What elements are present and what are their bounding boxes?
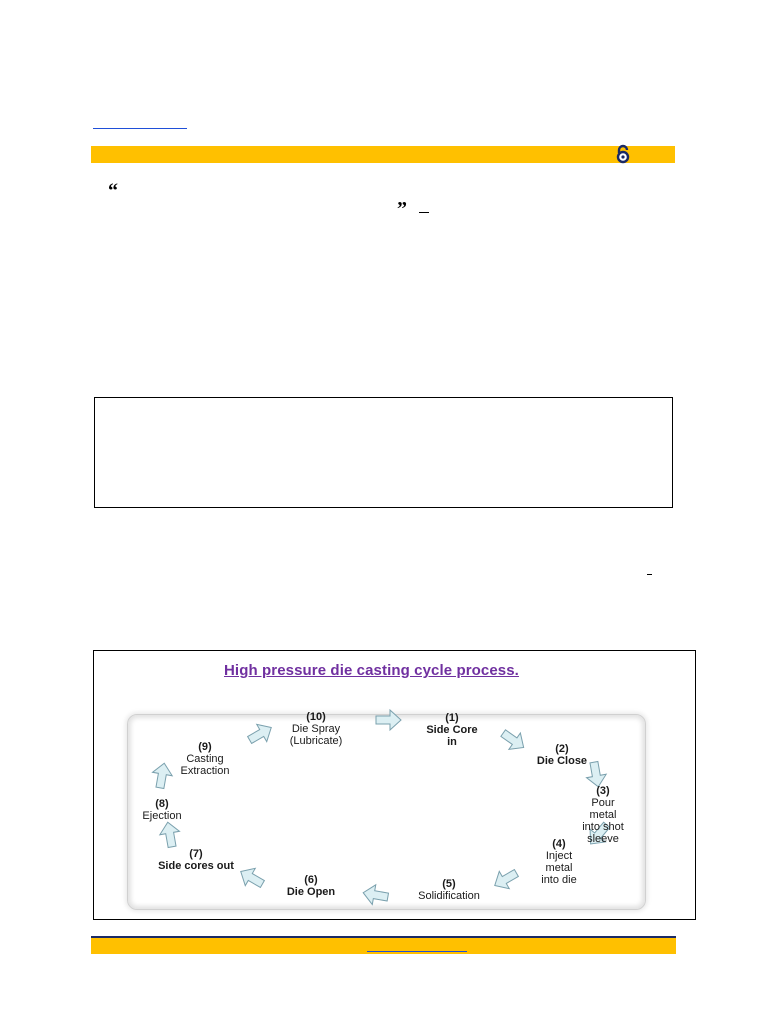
figure-title: High pressure die casting cycle process. [224, 662, 519, 679]
cycle-step [146, 848, 246, 872]
step-label: Side cores out [158, 860, 234, 872]
cycle-step [570, 785, 636, 845]
cycle-arrow [376, 710, 401, 730]
step-label: metal [589, 809, 617, 821]
cycle-step [276, 874, 346, 898]
cycle-arrow [245, 719, 277, 749]
step-number: (8) [155, 798, 169, 810]
step-label: metal [545, 862, 573, 874]
cycle-step [424, 712, 480, 748]
step-label: into die [541, 874, 577, 886]
cycle-step [530, 838, 588, 886]
step-label: (Lubricate) [289, 735, 343, 747]
step-label: Extraction [180, 765, 230, 777]
step-number: (9) [198, 741, 212, 753]
cycle-step [130, 798, 194, 822]
footer-link-underline[interactable] [367, 951, 467, 952]
step-number: (2) [555, 743, 569, 755]
cycle-step [276, 711, 356, 747]
cycle-arrow [497, 725, 529, 756]
step-number: (1) [445, 712, 459, 724]
step-label: sleeve [587, 833, 619, 845]
cycle-step [532, 743, 592, 767]
step-label: Die Close [536, 755, 588, 767]
close-quote: ” [397, 198, 407, 220]
step-label: Ejection [142, 810, 182, 822]
cycle-step [404, 878, 494, 902]
cycle-step [166, 741, 244, 777]
step-label: Casting [186, 753, 224, 765]
step-number: (5) [442, 878, 456, 890]
step-number: (7) [189, 848, 203, 860]
step-label: Solidification [418, 890, 480, 902]
cycle-arrow [158, 820, 182, 848]
step-number: (10) [306, 711, 326, 723]
step-label: Die Spray [291, 723, 341, 735]
step-label: Die Open [286, 886, 336, 898]
step-label: Pour [591, 797, 615, 809]
step-number: (4) [552, 838, 566, 850]
step-number: (6) [304, 874, 318, 886]
cycle-arrow [490, 864, 522, 894]
step-label: in [447, 736, 457, 748]
step-label: Side Core [426, 724, 478, 736]
step-number: (3) [596, 785, 610, 797]
open-quote: “ [108, 180, 118, 202]
step-label: Inject [545, 850, 573, 862]
step-label: into shot [582, 821, 624, 833]
cycle-arrow [361, 883, 389, 907]
